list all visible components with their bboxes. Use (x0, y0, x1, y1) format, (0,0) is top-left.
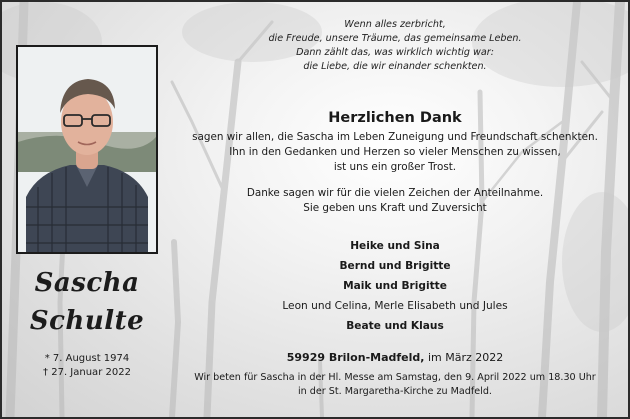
mass-line: in der St. Margaretha-Kirche zu Madfeld. (298, 386, 492, 397)
thanks-line: Danke sagen wir für die vielen Zeichen der Anteilnahme. (246, 187, 544, 199)
thanks-line: Sie geben uns Kraft und Zuversicht (303, 202, 487, 214)
birth-date: * 7. August 1974 (44, 353, 130, 364)
family-line: Heike und Sina (350, 240, 440, 252)
first-name: Sascha (34, 268, 140, 298)
place-date (170, 350, 620, 366)
portrait-photo (16, 45, 158, 254)
thanks-line: ist uns ein großer Trost. (333, 161, 457, 173)
family-line: Leon und Celina, Merle Elisabeth und Jules (282, 300, 508, 312)
thanks-line: Ihn in den Gedanken und Herzen so vieler Menschen zu wissen, (229, 146, 561, 158)
family-line: Maik und Brigitte (343, 280, 447, 292)
poem-line: Wenn alles zerbricht, (344, 19, 446, 30)
family-line: Bernd und Brigitte (339, 260, 451, 272)
family-line: Beate und Klaus (346, 320, 444, 332)
death-date: † 27. Januar 2022 (43, 367, 131, 378)
family-names (170, 236, 620, 336)
mass-notice (170, 371, 620, 399)
place-month: im März 2022 (424, 351, 504, 364)
thanks-heading: Herzlichen Dank (328, 110, 462, 126)
place-location: 59929 Brilon-Madfeld, (286, 351, 425, 364)
last-name: Schulte (29, 306, 145, 336)
mass-line: Wir beten für Sascha in der Hl. Messe am Samstag, den 9. April 2022 um 18.30 Uhr (194, 372, 596, 383)
poem (170, 18, 620, 74)
poem-line: die Liebe, die wir einander schenkten. (303, 61, 487, 72)
thanks-line: sagen wir allen, die Sascha im Leben Zuneigung und Freundschaft schenkten. (192, 131, 598, 143)
poem-line: Dann zählt das, was wirklich wichtig war: (296, 47, 494, 58)
thanks-text (170, 130, 620, 175)
thanks-text-2 (170, 186, 620, 216)
poem-line: die Freude, unsere Träume, das gemeinsame Leben. (268, 33, 522, 44)
